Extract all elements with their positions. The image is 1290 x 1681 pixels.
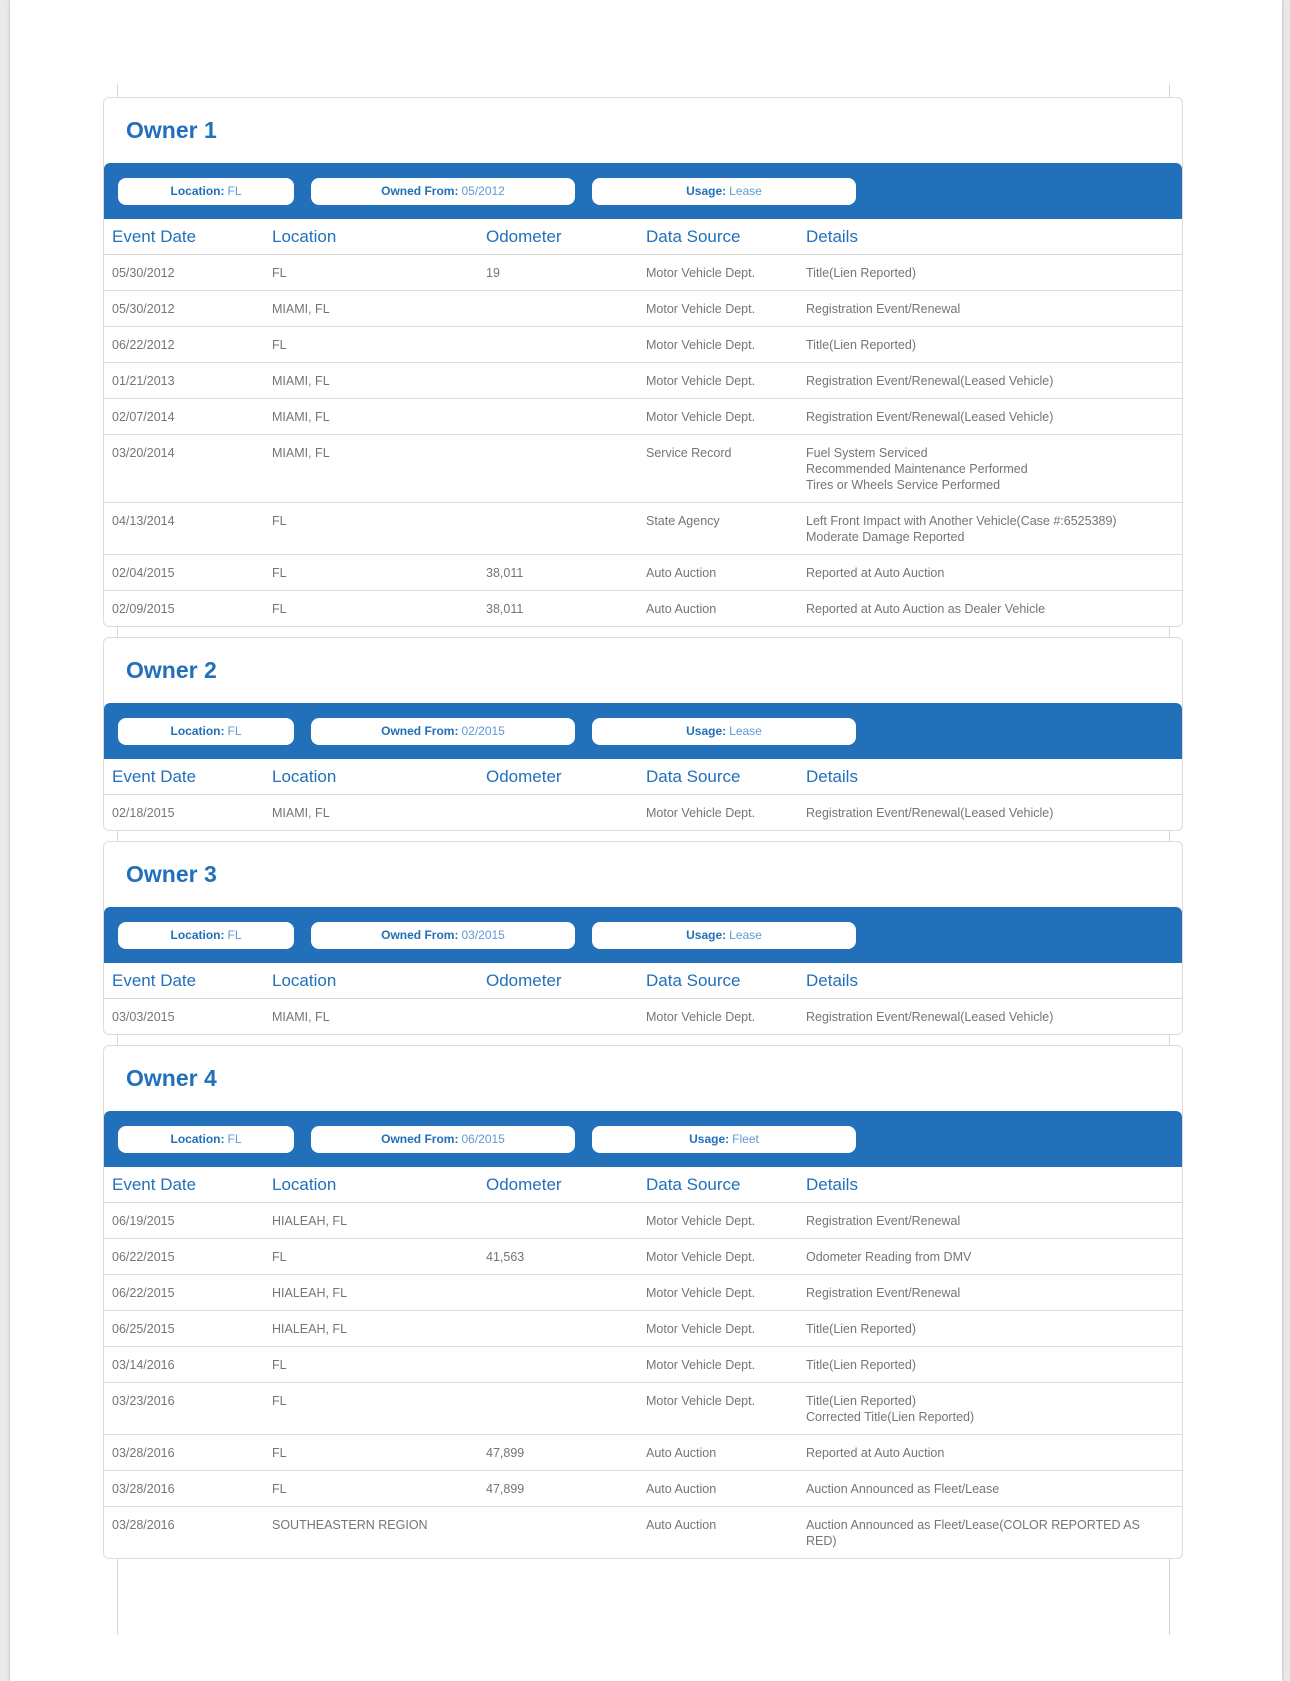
data-source-cell: Motor Vehicle Dept. xyxy=(646,374,756,388)
table-row xyxy=(104,255,1182,291)
data-source-cell: Motor Vehicle Dept. xyxy=(646,1358,756,1372)
location-badge-label: Location: xyxy=(170,184,225,198)
event-date-cell: 05/30/2012 xyxy=(112,266,175,280)
table-row xyxy=(104,1383,1182,1435)
event-date-cell: 04/13/2014 xyxy=(112,514,175,528)
location-cell: FL xyxy=(272,514,287,528)
table-row xyxy=(104,503,1182,555)
owner-summary-bar xyxy=(104,163,1182,219)
usage-badge xyxy=(592,178,856,205)
event-date-cell: 02/18/2015 xyxy=(112,806,175,820)
owner-section xyxy=(103,637,1183,831)
details-line: Registration Event/Renewal xyxy=(806,302,961,316)
owner-section xyxy=(103,841,1183,1035)
event-date-cell: 06/25/2015 xyxy=(112,1322,175,1336)
location-badge-value: FL xyxy=(227,1132,242,1146)
details-line: Registration Event/Renewal xyxy=(806,1214,961,1228)
location-cell: MIAMI, FL xyxy=(272,1010,330,1024)
data-source-cell: Auto Auction xyxy=(646,1518,717,1532)
details-cell xyxy=(806,1285,1182,1301)
details-line: Tires or Wheels Service Performed xyxy=(806,478,1001,492)
details-line: Title(Lien Reported) xyxy=(806,1394,917,1408)
odometer-cell: 47,899 xyxy=(486,1446,525,1460)
event-date-cell: 02/07/2014 xyxy=(112,410,175,424)
data-source-cell: State Agency xyxy=(646,514,720,528)
column-header-details: Details xyxy=(806,1174,858,1194)
usage-badge-label: Usage: xyxy=(686,184,727,198)
data-source-cell: Motor Vehicle Dept. xyxy=(646,338,756,352)
location-cell: MIAMI, FL xyxy=(272,806,330,820)
owner-summary-bar xyxy=(104,907,1182,963)
location-cell: FL xyxy=(272,1482,287,1496)
details-line: Title(Lien Reported) xyxy=(806,338,917,352)
column-header-odometer: Odometer xyxy=(486,1174,562,1194)
owned-from-badge-value: 06/2015 xyxy=(461,1132,505,1146)
table-row xyxy=(104,1275,1182,1311)
location-badge-label: Location: xyxy=(170,928,225,942)
owner-summary-bar xyxy=(104,1111,1182,1167)
details-line: Moderate Damage Reported xyxy=(806,530,965,544)
details-cell xyxy=(806,1321,1182,1337)
column-header-data-source: Data Source xyxy=(646,1174,741,1194)
table-row xyxy=(104,1435,1182,1471)
owned-from-badge-value: 02/2015 xyxy=(461,724,505,738)
owner-title: Owner 1 xyxy=(126,117,217,143)
data-source-cell: Motor Vehicle Dept. xyxy=(646,1214,756,1228)
event-table-header xyxy=(104,219,1182,255)
table-row xyxy=(104,591,1182,626)
details-line: Title(Lien Reported) xyxy=(806,266,917,280)
table-row xyxy=(104,1203,1182,1239)
data-source-cell: Motor Vehicle Dept. xyxy=(646,410,756,424)
table-row xyxy=(104,327,1182,363)
details-line: Registration Event/Renewal(Leased Vehicle) xyxy=(806,806,1054,820)
table-row xyxy=(104,363,1182,399)
details-cell xyxy=(806,1357,1182,1373)
column-header-details: Details xyxy=(806,226,858,246)
event-date-cell: 03/28/2016 xyxy=(112,1482,175,1496)
details-cell xyxy=(806,1213,1182,1229)
data-source-cell: Auto Auction xyxy=(646,1482,717,1496)
location-cell: HIALEAH, FL xyxy=(272,1214,348,1228)
details-line: Registration Event/Renewal(Leased Vehicle) xyxy=(806,374,1054,388)
table-row xyxy=(104,555,1182,591)
details-cell xyxy=(806,513,1182,545)
event-table-body xyxy=(104,255,1182,626)
details-line: Auction Announced as Fleet/Lease(COLOR REPORTED AS RED) xyxy=(806,1518,1140,1548)
report-page xyxy=(10,0,1282,1681)
column-header-details: Details xyxy=(806,970,858,990)
details-line: Odometer Reading from DMV xyxy=(806,1250,972,1264)
event-date-cell: 06/22/2015 xyxy=(112,1286,175,1300)
odometer-cell: 41,563 xyxy=(486,1250,525,1264)
odometer-cell: 47,899 xyxy=(486,1482,525,1496)
event-date-cell: 06/22/2015 xyxy=(112,1250,175,1264)
details-line: Auction Announced as Fleet/Lease xyxy=(806,1482,1000,1496)
owner-title: Owner 3 xyxy=(126,861,217,887)
odometer-cell: 38,011 xyxy=(486,602,524,616)
data-source-cell: Motor Vehicle Dept. xyxy=(646,1394,756,1408)
column-header-details: Details xyxy=(806,766,858,786)
location-badge-value: FL xyxy=(227,928,242,942)
event-table-body xyxy=(104,795,1182,830)
details-cell xyxy=(806,409,1182,425)
table-row xyxy=(104,795,1182,830)
location-cell: MIAMI, FL xyxy=(272,302,330,316)
event-date-cell: 03/14/2016 xyxy=(112,1358,175,1372)
usage-badge xyxy=(592,922,856,949)
owner-title: Owner 2 xyxy=(126,657,217,683)
details-cell xyxy=(806,805,1182,821)
details-cell xyxy=(806,301,1182,317)
details-line: Title(Lien Reported) xyxy=(806,1358,917,1372)
usage-badge xyxy=(592,1126,856,1153)
column-header-event-date: Event Date xyxy=(112,1174,197,1194)
location-cell: FL xyxy=(272,602,287,616)
details-cell xyxy=(806,1393,1182,1425)
owner-history-list xyxy=(103,97,1183,1569)
details-cell xyxy=(806,373,1182,389)
column-header-location: Location xyxy=(272,970,337,990)
location-badge-value: FL xyxy=(227,184,242,198)
owned-from-badge-label: Owned From: xyxy=(381,184,459,198)
owned-from-badge xyxy=(311,1126,575,1153)
table-row xyxy=(104,435,1182,503)
location-cell: FL xyxy=(272,1358,287,1372)
column-header-odometer: Odometer xyxy=(486,226,562,246)
event-date-cell: 05/30/2012 xyxy=(112,302,175,316)
details-line: Title(Lien Reported) xyxy=(806,1322,917,1336)
details-line: Recommended Maintenance Performed xyxy=(806,462,1028,476)
data-source-cell: Auto Auction xyxy=(646,566,717,580)
details-line: Reported at Auto Auction xyxy=(806,1446,945,1460)
column-header-data-source: Data Source xyxy=(646,766,741,786)
event-date-cell: 02/04/2015 xyxy=(112,566,175,580)
location-badge-value: FL xyxy=(227,724,242,738)
details-cell xyxy=(806,1517,1182,1549)
column-header-event-date: Event Date xyxy=(112,766,197,786)
location-cell: MIAMI, FL xyxy=(272,446,330,460)
owned-from-badge xyxy=(311,922,575,949)
details-cell xyxy=(806,1009,1182,1025)
column-header-location: Location xyxy=(272,226,337,246)
event-table-header xyxy=(104,963,1182,999)
details-cell xyxy=(806,1445,1182,1461)
column-header-location: Location xyxy=(272,1174,337,1194)
location-badge xyxy=(118,718,294,745)
column-header-data-source: Data Source xyxy=(646,970,741,990)
event-date-cell: 06/19/2015 xyxy=(112,1214,175,1228)
details-line: Registration Event/Renewal xyxy=(806,1286,961,1300)
column-header-event-date: Event Date xyxy=(112,226,197,246)
table-row xyxy=(104,999,1182,1034)
owned-from-badge-label: Owned From: xyxy=(381,1132,459,1146)
odometer-cell: 38,011 xyxy=(486,566,524,580)
details-cell xyxy=(806,445,1182,493)
owned-from-badge xyxy=(311,718,575,745)
data-source-cell: Motor Vehicle Dept. xyxy=(646,266,756,280)
usage-badge-value: Fleet xyxy=(732,1132,759,1146)
data-source-cell: Motor Vehicle Dept. xyxy=(646,302,756,316)
location-badge xyxy=(118,922,294,949)
column-header-odometer: Odometer xyxy=(486,766,562,786)
location-badge-label: Location: xyxy=(170,724,225,738)
table-row xyxy=(104,1239,1182,1275)
location-cell: FL xyxy=(272,266,287,280)
location-badge xyxy=(118,1126,294,1153)
event-table-header xyxy=(104,759,1182,795)
column-header-location: Location xyxy=(272,766,337,786)
data-source-cell: Motor Vehicle Dept. xyxy=(646,1250,756,1264)
event-table-body xyxy=(104,1203,1182,1558)
location-cell: FL xyxy=(272,1394,287,1408)
usage-badge-value: Lease xyxy=(729,184,762,198)
owned-from-badge xyxy=(311,178,575,205)
event-date-cell: 01/21/2013 xyxy=(112,374,175,388)
event-date-cell: 03/28/2016 xyxy=(112,1446,175,1460)
data-source-cell: Motor Vehicle Dept. xyxy=(646,1286,756,1300)
event-date-cell: 03/03/2015 xyxy=(112,1010,175,1024)
details-cell xyxy=(806,337,1182,353)
event-table-body xyxy=(104,999,1182,1034)
usage-badge-value: Lease xyxy=(729,724,762,738)
table-row xyxy=(104,1471,1182,1507)
location-cell: FL xyxy=(272,1446,287,1460)
owner-section xyxy=(103,1045,1183,1559)
event-date-cell: 02/09/2015 xyxy=(112,602,175,616)
location-cell: FL xyxy=(272,338,287,352)
usage-badge xyxy=(592,718,856,745)
details-line: Reported at Auto Auction as Dealer Vehicle xyxy=(806,602,1046,616)
location-badge-label: Location: xyxy=(170,1132,225,1146)
column-header-odometer: Odometer xyxy=(486,970,562,990)
details-cell xyxy=(806,265,1182,281)
details-line: Corrected Title(Lien Reported) xyxy=(806,1410,975,1424)
owned-from-badge-value: 05/2012 xyxy=(461,184,505,198)
event-date-cell: 03/20/2014 xyxy=(112,446,175,460)
table-row xyxy=(104,291,1182,327)
owner-title: Owner 4 xyxy=(126,1065,217,1091)
details-line: Left Front Impact with Another Vehicle(Case #:6525389) xyxy=(806,514,1117,528)
location-cell: MIAMI, FL xyxy=(272,410,330,424)
details-cell xyxy=(806,601,1182,617)
odometer-cell: 19 xyxy=(486,266,500,280)
details-cell xyxy=(806,1249,1182,1265)
details-cell xyxy=(806,565,1182,581)
details-line: Registration Event/Renewal(Leased Vehicle) xyxy=(806,410,1054,424)
table-row xyxy=(104,1311,1182,1347)
details-cell xyxy=(806,1481,1182,1497)
table-row xyxy=(104,1347,1182,1383)
column-header-data-source: Data Source xyxy=(646,226,741,246)
table-row xyxy=(104,399,1182,435)
details-line: Fuel System Serviced xyxy=(806,446,928,460)
data-source-cell: Motor Vehicle Dept. xyxy=(646,806,756,820)
usage-badge-label: Usage: xyxy=(689,1132,730,1146)
location-cell: HIALEAH, FL xyxy=(272,1322,348,1336)
usage-badge-label: Usage: xyxy=(686,724,727,738)
column-header-event-date: Event Date xyxy=(112,970,197,990)
owner-section xyxy=(103,97,1183,627)
details-line: Reported at Auto Auction xyxy=(806,566,945,580)
data-source-cell: Auto Auction xyxy=(646,602,717,616)
location-cell: HIALEAH, FL xyxy=(272,1286,348,1300)
table-row xyxy=(104,1507,1182,1558)
event-table-header xyxy=(104,1167,1182,1203)
usage-badge-label: Usage: xyxy=(686,928,727,942)
event-date-cell: 03/28/2016 xyxy=(112,1518,175,1532)
data-source-cell: Service Record xyxy=(646,446,732,460)
owned-from-badge-value: 03/2015 xyxy=(461,928,505,942)
location-cell: FL xyxy=(272,1250,287,1264)
owned-from-badge-label: Owned From: xyxy=(381,724,459,738)
owned-from-badge-label: Owned From: xyxy=(381,928,459,942)
location-badge xyxy=(118,178,294,205)
location-cell: MIAMI, FL xyxy=(272,374,330,388)
details-line: Registration Event/Renewal(Leased Vehicle) xyxy=(806,1010,1054,1024)
data-source-cell: Auto Auction xyxy=(646,1446,717,1460)
owner-summary-bar xyxy=(104,703,1182,759)
location-cell: SOUTHEASTERN REGION xyxy=(272,1518,428,1532)
event-date-cell: 03/23/2016 xyxy=(112,1394,175,1408)
event-date-cell: 06/22/2012 xyxy=(112,338,175,352)
usage-badge-value: Lease xyxy=(729,928,762,942)
data-source-cell: Motor Vehicle Dept. xyxy=(646,1322,756,1336)
data-source-cell: Motor Vehicle Dept. xyxy=(646,1010,756,1024)
location-cell: FL xyxy=(272,566,287,580)
